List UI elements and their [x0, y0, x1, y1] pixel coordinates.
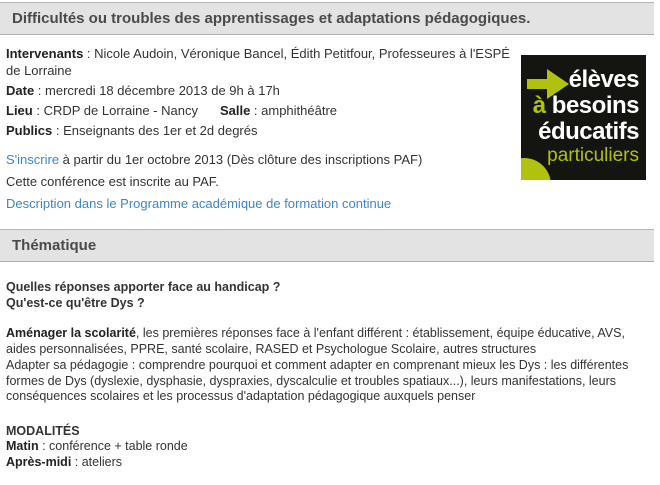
publics-value: : Enseignants des 1er et 2d degrés	[52, 123, 258, 138]
intervenants-label: Intervenants	[6, 46, 84, 61]
badge-eleves-besoins-educatifs	[521, 55, 646, 180]
paf-note: Cette conférence est inscrite au PAF.	[6, 174, 219, 189]
section-title-thematique: Thématique	[0, 229, 654, 262]
date-label: Date	[6, 83, 35, 98]
salle-label: Salle	[219, 103, 251, 118]
badge-line-eleves: élèves	[568, 66, 639, 93]
inscription-line	[6, 152, 522, 168]
question-handicap: Quelles réponses apporter face au handicap ?	[6, 280, 281, 294]
modalites-apresmidi	[6, 455, 656, 471]
badge-besoins: besoins	[551, 92, 639, 119]
info-row-lieu-salle	[6, 102, 522, 119]
question-dys: Qu'est-ce qu'être Dys ?	[6, 295, 145, 310]
badge-line-particuliers: particuliers	[547, 145, 639, 166]
lieu-label: Lieu	[6, 103, 33, 118]
apresmidi-value: : ateliers	[71, 454, 123, 469]
badge-accent-a: à	[532, 92, 546, 119]
registration-block	[6, 152, 522, 212]
info-row-publics	[6, 122, 522, 139]
salle-value: : amphithéâtre	[250, 103, 338, 118]
info-row-intervenants	[6, 45, 522, 79]
apresmidi-label: Après-midi	[6, 454, 72, 469]
amenager-bold: Aménager la scolarité	[6, 326, 136, 340]
date-value: : mercredi 18 décembre 2013 de 9h à 17h	[34, 83, 280, 98]
inscrire-link[interactable]: S'inscrire	[6, 152, 60, 167]
paragraph-amenager	[6, 326, 656, 357]
description-link[interactable]: Description dans le Programme académique de formation continue	[6, 196, 392, 211]
info-row-date	[6, 82, 522, 99]
thematique-body	[6, 280, 656, 470]
page-title: Difficultés ou troubles des apprentissages et adaptations pédagogiques.	[0, 2, 654, 35]
lieu-value: : CRDP de Lorraine - Nancy	[32, 103, 198, 118]
conference-info-section	[0, 45, 660, 212]
publics-label: Publics	[6, 123, 53, 138]
matin-label: Matin	[6, 439, 39, 453]
info-block	[6, 45, 522, 139]
paragraph-adapter: Adapter sa pédagogie : comprendre pourquoi et comment adapter en comprenant mieux les Dys : les différentes formes de Dys (dyslexie, dysphasie, dyspraxies, dyscalculie et troubles spatiaux...), leurs manifestations, leurs conséquences scolaires et les processus d'adaptation pédagogique auxquels penser	[6, 358, 629, 403]
badge-line-educatifs: éducatifs	[538, 118, 639, 145]
inscrire-rest: à partir du 1er octobre 2013 (Dès clôture des inscriptions PAF)	[59, 152, 423, 167]
modalites-title: MODALITÉS	[6, 423, 80, 438]
modalites-block	[6, 424, 656, 471]
amenager-rest: , les premières réponses face à l'enfant différent : établissement, équipe éducative, AVS, aides personnalisées, PPRE, santé scolaire, RASED et Psychologue Scolaire, autres structures	[6, 326, 625, 356]
matin-value: : conférence + table ronde	[38, 439, 188, 453]
modalites-matin	[6, 439, 656, 455]
description-line	[6, 196, 522, 212]
arrow-right-icon	[527, 66, 571, 102]
intervenants-value: : Nicole Audoin, Véronique Bancel, Édith Petitfour, Professeures à l'ESPÉ de Lorraine	[6, 46, 510, 78]
